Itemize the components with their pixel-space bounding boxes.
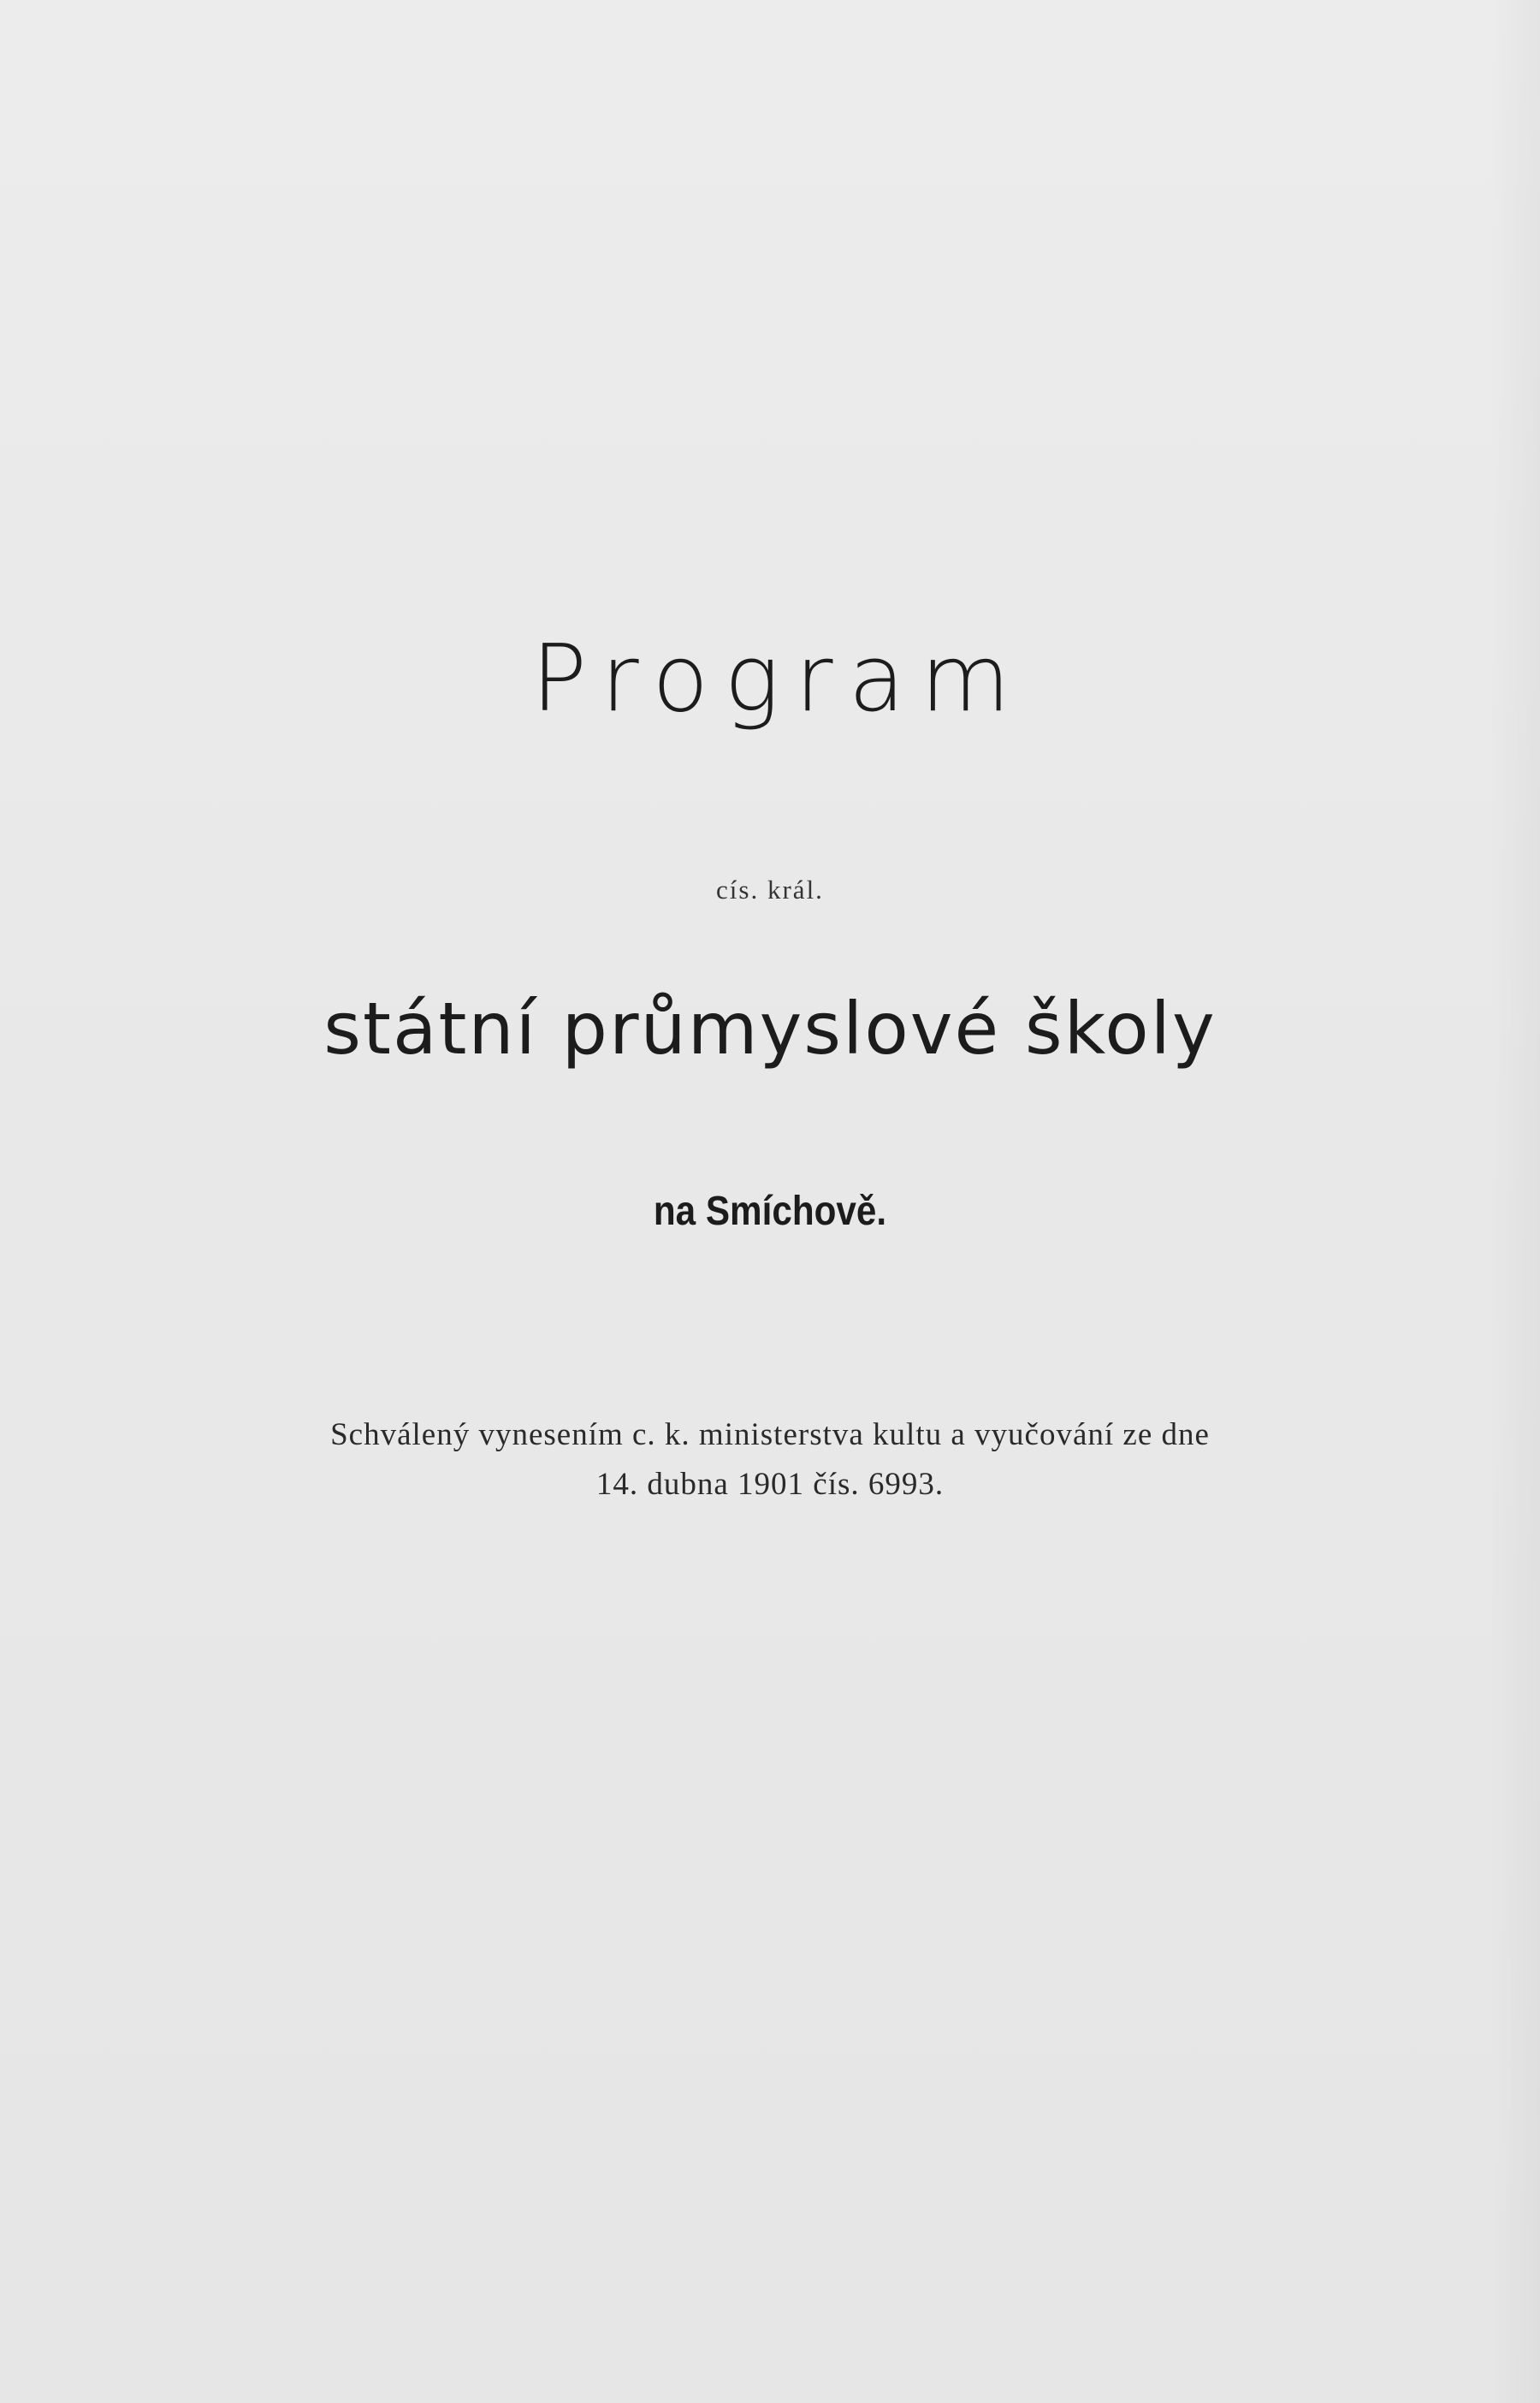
page-edge-shadow (1489, 0, 1540, 2403)
school-name: státní průmyslové školy (323, 987, 1217, 1071)
approval-line-1: Schválený vynesením c. k. ministerstva kultu a vyučování ze dne (330, 1417, 1210, 1452)
approval-note (0, 1410, 1540, 1510)
document-subtitle: cís. král. (716, 875, 824, 905)
document-title: Program (531, 626, 1026, 733)
approval-line-2: 14. dubna 1901 čís. 6993. (595, 1467, 945, 1502)
school-location: na Smíchově. (653, 1189, 887, 1234)
